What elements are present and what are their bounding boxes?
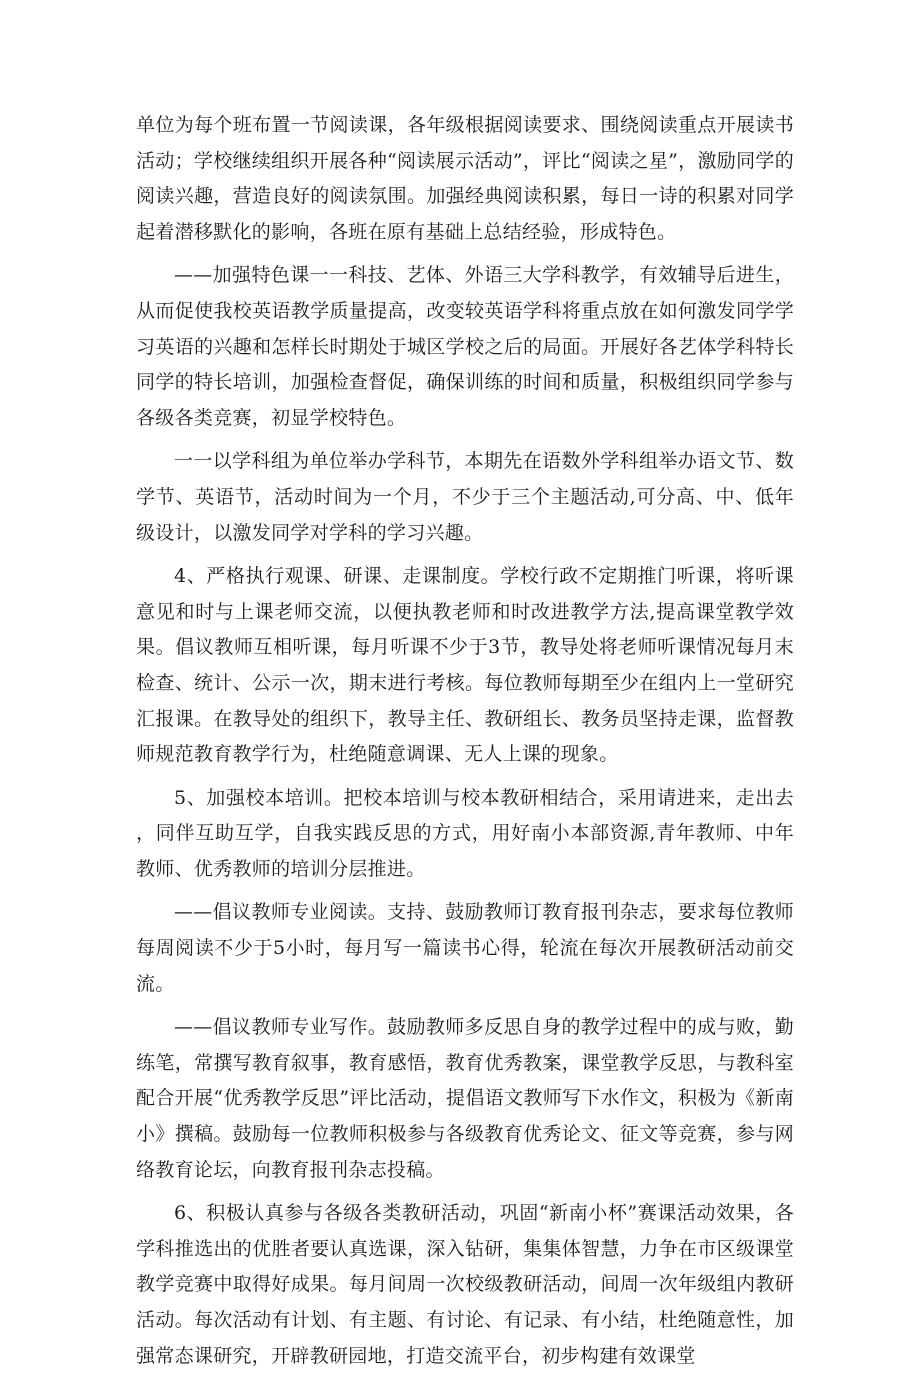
paragraph-subject-festival: 一一以学科组为单位举办学科节，本期先在语数外学科组举办语文节、数学节、英语节，活动时间为一个月，不少于三个主题活动,可分高、中、低年级设计，以激发同学对学科的学习兴趣。 xyxy=(136,450,794,544)
paragraph-special-courses: ——加强特色课一一科技、艺体、外语三大学科教学，有效辅导后进生，从而促使我校英语教学质量提高，改变较英语学科将重点放在如何激发同学学习英语的兴趣和怎样长时期处于城区学校之后的局面。开展好各艺体学科特长同学的特长培训，加强检查督促，确保训练的时间和质量，积极组织同学参与各级各类竞赛，初显学校特色。 xyxy=(136,264,794,429)
paragraph-teaching-research: 6、积极认真参与各级各类教研活动，巩固“新南小杯”赛课活动效果，各学科推选出的优胜者要认真选课，深入钻研，集集体智慧，力争在市区级课堂教学竞赛中取得好成果。每月间周一次校级教研活动，间周一次年级组内教研活动。每次活动有计划、有主题、有讨论、有记录、有小结，杜绝随意性，加强常态课研究，开辟教研园地，打造交流平台，初步构建有效课堂 xyxy=(136,1202,794,1367)
paragraph-reading-activities: 单位为每个班布置一节阅读课，各年级根据阅读要求、围绕阅读重点开展读书活动；学校继续组织开展各种“阅读展示活动”，评比“阅读之星”，激励同学的阅读兴趣，营造良好的阅读氛围。加强经典阅读积累，每日一诗的积累对同学起着潜移默化的影响，各班在原有基础上总结经验，形成特色。 xyxy=(136,114,794,243)
paragraph-professional-writing: ——倡议教师专业写作。鼓励教师多反思自身的教学过程中的成与败，勤练笔，常撰写教育叙事，教育感悟，教育优秀教案，课堂教学反思，与教科室配合开展“优秀教学反思”评比活动，提倡语文教师写下水作文，积极为《新南小》撰稿。鼓励每一位教师积极参与各级教育优秀论文、征文等竞赛，参与网络教育论坛，向教育报刊杂志投稿。 xyxy=(136,1016,794,1181)
paragraph-lesson-observation: 4、严格执行观课、研课、走课制度。学校行政不定期推门听课，将听课意见和时与上课老师交流，以便执教老师和时改进教学方法,提高课堂教学效果。倡议教师互相听课，每月听课不少于3节，教导处将老师听课情况每月末检查、统计、公示一次，期末进行考核。每位教师每期至少在组内上一堂研究汇报课。在教导处的组织下，教导主任、教研组长、教务员坚持走课，监督教师规范教育教学行为，杜绝随意调课、无人上课的现象。 xyxy=(136,565,794,766)
paragraph-professional-reading: ——倡议教师专业阅读。支持、鼓励教师订教育报刊杂志，要求每位教师每周阅读不少于5小时，每月写一篇读书心得，轮流在每次开展教研活动前交流。 xyxy=(136,901,794,995)
paragraph-school-training: 5、加强校本培训。把校本培训与校本教研相结合，采用请进来，走出去，同伴互助互学，自我实践反思的方式，用好南小本部资源,青年教师、中年教师、优秀教师的培训分层推进。 xyxy=(136,786,794,880)
document-page xyxy=(136,108,794,1374)
